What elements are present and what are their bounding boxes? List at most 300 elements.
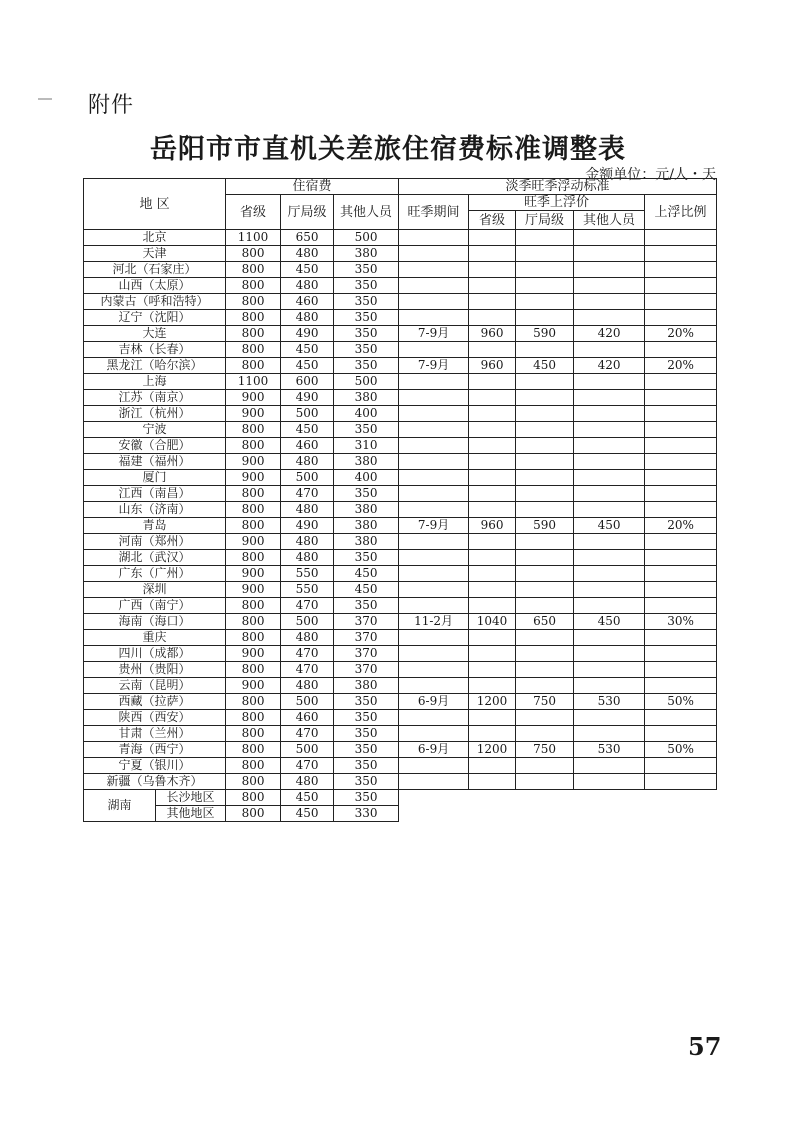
others-cell: 370 — [334, 646, 399, 662]
others-cell: 350 — [334, 710, 399, 726]
period-cell — [399, 566, 469, 582]
p-bureau-cell — [516, 678, 574, 694]
p-bureau-cell — [516, 246, 574, 262]
table-row — [84, 518, 717, 534]
region-cell: 陕西（西安） — [84, 710, 226, 726]
ratio-cell — [645, 758, 717, 774]
period-cell — [399, 662, 469, 678]
page-number: 57 — [688, 1032, 722, 1061]
region-cell: 宁波 — [84, 422, 226, 438]
period-cell — [399, 582, 469, 598]
others-cell: 330 — [334, 806, 399, 822]
table-row — [84, 790, 717, 806]
empty-cell — [399, 790, 717, 806]
p-provincial-cell — [469, 262, 516, 278]
p-provincial-cell — [469, 550, 516, 566]
table-row — [84, 582, 717, 598]
period-cell — [399, 262, 469, 278]
others-cell: 350 — [334, 742, 399, 758]
p-bureau-cell — [516, 406, 574, 422]
header-seasonal: 淡季旺季浮动标准 — [399, 179, 717, 195]
period-cell — [399, 470, 469, 486]
provincial-cell: 900 — [226, 646, 281, 662]
region-cell: 黑龙江（哈尔滨） — [84, 358, 226, 374]
bureau-cell: 500 — [281, 694, 334, 710]
region-cell: 浙江（杭州） — [84, 406, 226, 422]
p-bureau-cell — [516, 486, 574, 502]
provincial-cell: 900 — [226, 534, 281, 550]
period-cell — [399, 294, 469, 310]
unit-note: 金额单位：元/人・天 — [585, 167, 716, 183]
ratio-cell — [645, 230, 717, 246]
bureau-cell: 460 — [281, 438, 334, 454]
region-cell: 海南（海口） — [84, 614, 226, 630]
p-bureau-cell — [516, 374, 574, 390]
p-others-cell: 420 — [574, 326, 645, 342]
others-cell: 380 — [334, 678, 399, 694]
ratio-cell — [645, 278, 717, 294]
p-others-cell — [574, 550, 645, 566]
others-cell: 350 — [334, 774, 399, 790]
provincial-cell: 800 — [226, 262, 281, 278]
p-provincial-cell — [469, 422, 516, 438]
table-row — [84, 566, 717, 582]
table-row — [84, 502, 717, 518]
ratio-cell — [645, 454, 717, 470]
bureau-cell: 450 — [281, 790, 334, 806]
provincial-cell: 800 — [226, 774, 281, 790]
period-cell — [399, 374, 469, 390]
bureau-cell: 480 — [281, 246, 334, 262]
p-provincial-cell — [469, 278, 516, 294]
p-bureau-cell — [516, 758, 574, 774]
region-cell: 辽宁（沈阳） — [84, 310, 226, 326]
bureau-cell: 490 — [281, 326, 334, 342]
provincial-cell: 900 — [226, 470, 281, 486]
p-bureau-cell — [516, 598, 574, 614]
table-row — [84, 358, 717, 374]
others-cell: 350 — [334, 278, 399, 294]
bureau-cell: 500 — [281, 742, 334, 758]
region-cell: 厦门 — [84, 470, 226, 486]
others-cell: 370 — [334, 662, 399, 678]
region-cell: 山西（太原） — [84, 278, 226, 294]
region-cell: 重庆 — [84, 630, 226, 646]
ratio-cell: 30% — [645, 614, 717, 630]
provincial-cell: 800 — [226, 662, 281, 678]
p-provincial-cell — [469, 470, 516, 486]
subregion-cell: 长沙地区 — [156, 790, 226, 806]
others-cell: 370 — [334, 630, 399, 646]
others-cell: 310 — [334, 438, 399, 454]
table-row — [84, 774, 717, 790]
p-others-cell: 450 — [574, 518, 645, 534]
region-cell: 河北（石家庄） — [84, 262, 226, 278]
others-cell: 380 — [334, 534, 399, 550]
bureau-cell: 450 — [281, 806, 334, 822]
p-others-cell: 530 — [574, 694, 645, 710]
provincial-cell: 900 — [226, 406, 281, 422]
region-cell: 天津 — [84, 246, 226, 262]
p-others-cell — [574, 534, 645, 550]
bureau-cell: 460 — [281, 294, 334, 310]
p-provincial-cell — [469, 646, 516, 662]
provincial-cell: 800 — [226, 486, 281, 502]
provincial-cell: 800 — [226, 358, 281, 374]
p-provincial-cell — [469, 230, 516, 246]
scan-mark — [38, 98, 52, 100]
header-bureau: 厅局级 — [281, 195, 334, 230]
others-cell: 350 — [334, 294, 399, 310]
bureau-cell: 490 — [281, 518, 334, 534]
bureau-cell: 470 — [281, 486, 334, 502]
p-bureau-cell: 450 — [516, 358, 574, 374]
table-row — [84, 374, 717, 390]
p-provincial-cell — [469, 486, 516, 502]
p-others-cell — [574, 758, 645, 774]
others-cell: 400 — [334, 406, 399, 422]
table-row — [84, 230, 717, 246]
others-cell: 380 — [334, 390, 399, 406]
header-peak-bureau: 厅局级 — [516, 211, 574, 230]
p-bureau-cell — [516, 646, 574, 662]
bureau-cell: 480 — [281, 502, 334, 518]
bureau-cell: 550 — [281, 582, 334, 598]
p-bureau-cell — [516, 534, 574, 550]
provincial-cell: 1100 — [226, 374, 281, 390]
p-others-cell — [574, 278, 645, 294]
ratio-cell — [645, 374, 717, 390]
hunan-label-cell: 湖南 — [84, 790, 156, 822]
ratio-cell: 20% — [645, 326, 717, 342]
p-bureau-cell — [516, 502, 574, 518]
p-others-cell — [574, 374, 645, 390]
p-provincial-cell — [469, 678, 516, 694]
p-others-cell — [574, 774, 645, 790]
others-cell: 350 — [334, 262, 399, 278]
p-provincial-cell — [469, 502, 516, 518]
ratio-cell — [645, 598, 717, 614]
others-cell: 350 — [334, 790, 399, 806]
bureau-cell: 480 — [281, 278, 334, 294]
period-cell — [399, 598, 469, 614]
ratio-cell — [645, 390, 717, 406]
ratio-cell — [645, 246, 717, 262]
region-cell: 大连 — [84, 326, 226, 342]
p-bureau-cell — [516, 422, 574, 438]
p-others-cell — [574, 486, 645, 502]
provincial-cell: 800 — [226, 630, 281, 646]
provincial-cell: 800 — [226, 342, 281, 358]
table-row — [84, 614, 717, 630]
subregion-cell: 其他地区 — [156, 806, 226, 822]
ratio-cell — [645, 710, 717, 726]
provincial-cell: 900 — [226, 582, 281, 598]
header-peak-period: 旺季期间 — [399, 195, 469, 230]
ratio-cell: 50% — [645, 742, 717, 758]
period-cell — [399, 454, 469, 470]
region-cell: 新疆（乌鲁木齐） — [84, 774, 226, 790]
p-bureau-cell — [516, 294, 574, 310]
bureau-cell: 500 — [281, 470, 334, 486]
table-row — [84, 310, 717, 326]
table-row — [84, 598, 717, 614]
ratio-cell — [645, 630, 717, 646]
ratio-cell — [645, 262, 717, 278]
bureau-cell: 480 — [281, 534, 334, 550]
p-provincial-cell — [469, 374, 516, 390]
ratio-cell — [645, 662, 717, 678]
p-provincial-cell — [469, 758, 516, 774]
p-provincial-cell — [469, 342, 516, 358]
region-cell: 深圳 — [84, 582, 226, 598]
p-provincial-cell — [469, 310, 516, 326]
table-row — [84, 678, 717, 694]
ratio-cell — [645, 470, 717, 486]
bureau-cell: 470 — [281, 646, 334, 662]
p-others-cell — [574, 678, 645, 694]
p-others-cell — [574, 230, 645, 246]
p-others-cell — [574, 566, 645, 582]
header-peak-price: 旺季上浮价 — [469, 195, 645, 211]
table-row — [84, 422, 717, 438]
region-cell: 湖北（武汉） — [84, 550, 226, 566]
period-cell: 7-9月 — [399, 358, 469, 374]
period-cell — [399, 502, 469, 518]
others-cell: 350 — [334, 310, 399, 326]
region-cell: 广西（南宁） — [84, 598, 226, 614]
p-others-cell — [574, 502, 645, 518]
ratio-cell — [645, 342, 717, 358]
region-cell: 青海（西宁） — [84, 742, 226, 758]
p-bureau-cell — [516, 454, 574, 470]
p-bureau-cell — [516, 262, 574, 278]
p-provincial-cell — [469, 726, 516, 742]
p-others-cell — [574, 710, 645, 726]
provincial-cell: 800 — [226, 694, 281, 710]
provincial-cell: 800 — [226, 502, 281, 518]
period-cell — [399, 678, 469, 694]
table-row — [84, 390, 717, 406]
ratio-cell: 20% — [645, 518, 717, 534]
region-cell: 安徽（合肥） — [84, 438, 226, 454]
period-cell — [399, 390, 469, 406]
period-cell — [399, 310, 469, 326]
p-provincial-cell — [469, 774, 516, 790]
provincial-cell: 800 — [226, 550, 281, 566]
region-cell: 江西（南昌） — [84, 486, 226, 502]
region-cell: 甘肃（兰州） — [84, 726, 226, 742]
period-cell — [399, 726, 469, 742]
region-cell: 四川（成都） — [84, 646, 226, 662]
p-provincial-cell — [469, 246, 516, 262]
period-cell — [399, 710, 469, 726]
table-row — [84, 454, 717, 470]
p-bureau-cell — [516, 470, 574, 486]
provincial-cell: 800 — [226, 326, 281, 342]
period-cell: 11-2月 — [399, 614, 469, 630]
bureau-cell: 450 — [281, 358, 334, 374]
ratio-cell — [645, 726, 717, 742]
table-row — [84, 246, 717, 262]
table-row — [84, 694, 717, 710]
p-others-cell — [574, 406, 645, 422]
ratio-cell — [645, 438, 717, 454]
p-others-cell — [574, 630, 645, 646]
p-others-cell: 450 — [574, 614, 645, 630]
ratio-cell — [645, 646, 717, 662]
p-provincial-cell — [469, 390, 516, 406]
header-float-ratio: 上浮比例 — [645, 195, 717, 230]
p-bureau-cell: 750 — [516, 694, 574, 710]
region-cell: 吉林（长春） — [84, 342, 226, 358]
header-lodging: 住宿费 — [226, 179, 399, 195]
ratio-cell — [645, 566, 717, 582]
header-provincial: 省级 — [226, 195, 281, 230]
p-bureau-cell: 590 — [516, 326, 574, 342]
p-bureau-cell — [516, 582, 574, 598]
provincial-cell: 900 — [226, 390, 281, 406]
p-others-cell — [574, 646, 645, 662]
others-cell: 380 — [334, 518, 399, 534]
bureau-cell: 480 — [281, 678, 334, 694]
p-provincial-cell: 1200 — [469, 694, 516, 710]
p-others-cell — [574, 726, 645, 742]
bureau-cell: 480 — [281, 630, 334, 646]
provincial-cell: 800 — [226, 310, 281, 326]
provincial-cell: 800 — [226, 726, 281, 742]
period-cell: 7-9月 — [399, 326, 469, 342]
provincial-cell: 800 — [226, 518, 281, 534]
others-cell: 370 — [334, 614, 399, 630]
p-others-cell — [574, 662, 645, 678]
region-cell: 青岛 — [84, 518, 226, 534]
region-cell: 内蒙古（呼和浩特） — [84, 294, 226, 310]
p-bureau-cell — [516, 726, 574, 742]
p-bureau-cell — [516, 390, 574, 406]
others-cell: 350 — [334, 598, 399, 614]
table-row — [84, 326, 717, 342]
ratio-cell — [645, 294, 717, 310]
table-row — [84, 406, 717, 422]
bureau-cell: 500 — [281, 406, 334, 422]
p-others-cell — [574, 246, 645, 262]
p-provincial-cell: 1040 — [469, 614, 516, 630]
p-others-cell — [574, 310, 645, 326]
provincial-cell: 800 — [226, 758, 281, 774]
p-provincial-cell — [469, 598, 516, 614]
p-others-cell — [574, 470, 645, 486]
period-cell — [399, 406, 469, 422]
p-bureau-cell — [516, 710, 574, 726]
others-cell: 350 — [334, 342, 399, 358]
period-cell — [399, 758, 469, 774]
p-bureau-cell: 750 — [516, 742, 574, 758]
p-bureau-cell: 590 — [516, 518, 574, 534]
p-bureau-cell — [516, 662, 574, 678]
others-cell: 380 — [334, 502, 399, 518]
header-region: 地 区 — [84, 179, 226, 230]
p-bureau-cell — [516, 566, 574, 582]
region-cell: 广东（广州） — [84, 566, 226, 582]
period-cell — [399, 534, 469, 550]
table-row — [84, 742, 717, 758]
p-bureau-cell — [516, 342, 574, 358]
bureau-cell: 470 — [281, 598, 334, 614]
p-provincial-cell — [469, 294, 516, 310]
provincial-cell: 800 — [226, 598, 281, 614]
provincial-cell: 900 — [226, 454, 281, 470]
p-provincial-cell — [469, 566, 516, 582]
table-row — [84, 550, 717, 566]
p-bureau-cell — [516, 278, 574, 294]
header-peak-provincial: 省级 — [469, 211, 516, 230]
ratio-cell — [645, 310, 717, 326]
provincial-cell: 800 — [226, 710, 281, 726]
others-cell: 350 — [334, 758, 399, 774]
provincial-cell: 800 — [226, 790, 281, 806]
p-others-cell — [574, 294, 645, 310]
provincial-cell: 1100 — [226, 230, 281, 246]
p-provincial-cell — [469, 630, 516, 646]
bureau-cell: 460 — [281, 710, 334, 726]
p-provincial-cell: 960 — [469, 326, 516, 342]
period-cell — [399, 422, 469, 438]
p-bureau-cell — [516, 438, 574, 454]
table-row — [84, 710, 717, 726]
region-cell: 宁夏（银川） — [84, 758, 226, 774]
bureau-cell: 480 — [281, 310, 334, 326]
period-cell — [399, 550, 469, 566]
ratio-cell: 20% — [645, 358, 717, 374]
ratio-cell — [645, 774, 717, 790]
p-others-cell: 530 — [574, 742, 645, 758]
p-others-cell — [574, 454, 645, 470]
region-cell: 贵州（贵阳） — [84, 662, 226, 678]
p-bureau-cell — [516, 550, 574, 566]
table-row — [84, 662, 717, 678]
table-row — [84, 726, 717, 742]
others-cell: 400 — [334, 470, 399, 486]
p-others-cell: 420 — [574, 358, 645, 374]
table-row — [84, 342, 717, 358]
others-cell: 350 — [334, 726, 399, 742]
p-bureau-cell: 650 — [516, 614, 574, 630]
others-cell: 500 — [334, 230, 399, 246]
provincial-cell: 800 — [226, 614, 281, 630]
bureau-cell: 600 — [281, 374, 334, 390]
period-cell — [399, 342, 469, 358]
ratio-cell — [645, 534, 717, 550]
period-cell: 6-9月 — [399, 694, 469, 710]
p-others-cell — [574, 262, 645, 278]
others-cell: 450 — [334, 566, 399, 582]
lodging-standard-table — [83, 178, 717, 822]
p-provincial-cell: 960 — [469, 518, 516, 534]
bureau-cell: 470 — [281, 758, 334, 774]
provincial-cell: 900 — [226, 678, 281, 694]
table-row — [84, 630, 717, 646]
p-provincial-cell: 960 — [469, 358, 516, 374]
region-cell: 上海 — [84, 374, 226, 390]
others-cell: 350 — [334, 358, 399, 374]
region-cell: 山东（济南） — [84, 502, 226, 518]
p-others-cell — [574, 422, 645, 438]
bureau-cell: 450 — [281, 342, 334, 358]
p-provincial-cell: 1200 — [469, 742, 516, 758]
table-row — [84, 262, 717, 278]
bureau-cell: 550 — [281, 566, 334, 582]
